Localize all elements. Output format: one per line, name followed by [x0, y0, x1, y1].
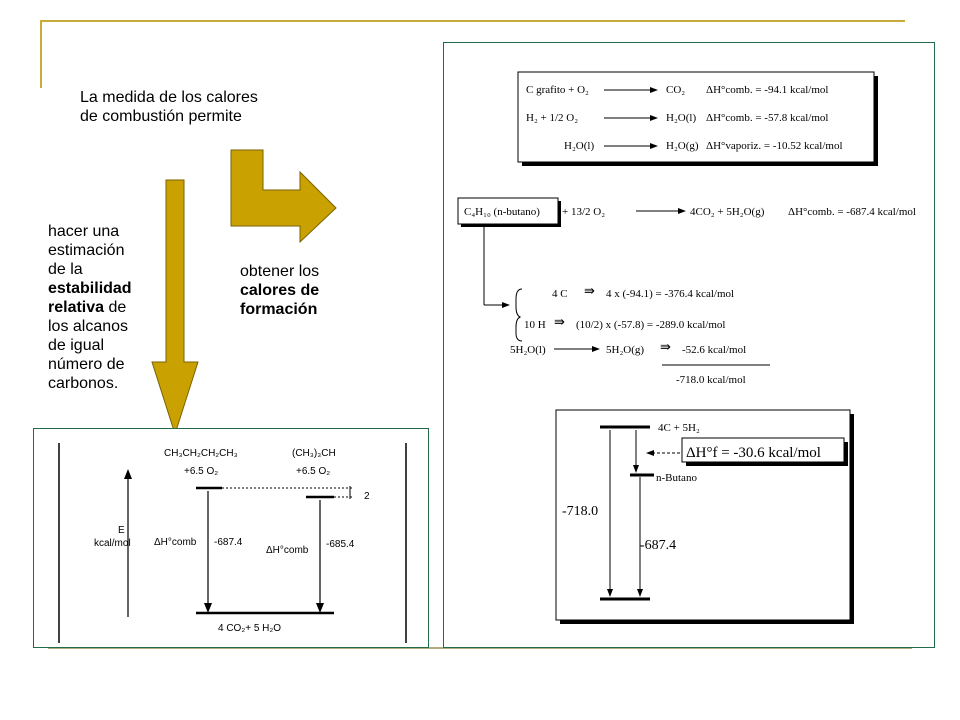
stability-line: de la [48, 261, 83, 278]
down-arrow-shape [152, 180, 198, 434]
reaction2-right: H₂O(l) [666, 112, 697, 124]
formation-line-bold: calores de [240, 282, 320, 299]
implies-arrow-icon: ⇛ [554, 314, 565, 329]
right-reactant: (CH₃)₃CH [292, 448, 336, 459]
reaction1-left: C grafito + O₂ [526, 84, 589, 96]
butane-oxygen: + 13/2 O₂ [562, 206, 606, 218]
nbutano-label: n-Butano [656, 472, 697, 484]
elements-label: 4C + 5H₂ [658, 422, 700, 434]
reaction3-dh: ΔH°vaporiz. = -10.52 kcal/mol [706, 140, 843, 152]
water-liquid: 5H₂O(l) [510, 344, 546, 356]
carbon-label: 4 C [552, 288, 568, 300]
dh-left-value: -687.4 [214, 537, 243, 548]
formation-line-bold: formación [240, 301, 318, 318]
dh-left-label: ΔH°comb [154, 537, 197, 548]
butane-box-label: C₄H₁₀ (n-butano) [464, 206, 540, 218]
l-arrow-shape [231, 150, 336, 242]
butane-products: 4CO₂ + 5H₂O(g) [690, 206, 765, 218]
axis-label-e: E [118, 525, 125, 536]
implies-arrow-icon: ⇛ [660, 339, 671, 354]
total-value: -718.0 kcal/mol [676, 374, 746, 386]
axis-label-units: kcal/mol [94, 538, 131, 549]
reaction2-left: H₂ + 1/2 O₂ [526, 112, 579, 124]
enthalpy-value-2: -687.4 [640, 538, 677, 553]
thermo-diagram [444, 43, 934, 647]
reaction2-dh: ΔH°comb. = -57.8 kcal/mol [706, 112, 829, 124]
formation-dh: ΔH°f = -30.6 kcal/mol [686, 445, 821, 461]
dh-right-label: ΔH°comb [266, 545, 309, 556]
left-oxygen: +6.5 O₂ [184, 466, 219, 477]
stability-line: hacer una [48, 223, 120, 240]
intro-line-2: de combustión permite [80, 108, 242, 125]
water-value: -52.6 kcal/mol [682, 344, 747, 356]
stability-line: número de [48, 356, 125, 373]
stability-line: carbonos. [48, 375, 119, 392]
stability-rest: de [104, 299, 127, 316]
energy-difference: 2 [364, 491, 370, 502]
stability-line-bold: estabilidad [48, 280, 132, 297]
hydrogen-calc: (10/2) x (-57.8) = -289.0 kcal/mol [576, 319, 726, 331]
formation-line: obtener los [240, 263, 320, 280]
energy-diagram [34, 429, 428, 647]
reaction3-right: H₂O(g) [666, 140, 699, 152]
stability-line: estimación [48, 242, 125, 259]
carbon-calc: 4 x (-94.1) = -376.4 kcal/mol [606, 288, 735, 300]
reaction1-dh: ΔH°comb. = -94.1 kcal/mol [706, 84, 829, 96]
enthalpy-value-1: -718.0 [562, 504, 599, 519]
implies-arrow-icon: ⇛ [584, 283, 595, 298]
reaction3-left: H₂O(l) [564, 140, 595, 152]
left-reactant: CH₃CH₂CH₂CH₃ [164, 448, 238, 459]
intro-line-1: La medida de los calores [80, 89, 258, 106]
products-label: 4 CO₂+ 5 H₂O [218, 623, 282, 634]
energy-diagram-panel [33, 428, 429, 648]
stability-line: de igual [48, 337, 105, 354]
stability-line: los alcanos [48, 318, 129, 335]
right-oxygen: +6.5 O₂ [296, 466, 331, 477]
stability-bold-word: relativa [48, 299, 105, 316]
water-gas: 5H₂O(g) [606, 344, 645, 356]
hydrogen-label: 10 H [524, 319, 546, 331]
reaction1-right: CO₂ [666, 84, 686, 96]
dh-right-value: -685.4 [326, 539, 355, 550]
butane-dh: ΔH°comb. = -687.4 kcal/mol [788, 206, 916, 218]
thermo-panel [443, 42, 935, 648]
